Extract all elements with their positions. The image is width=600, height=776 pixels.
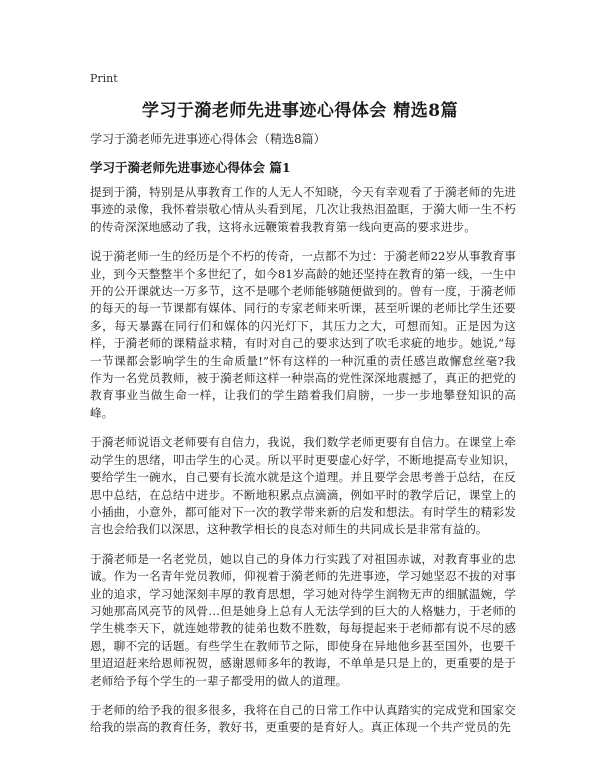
document-title: 学习于漪老师先进事迹心得体会 精选8篇	[141, 101, 459, 121]
document-subtitle: 学习于漪老师先进事迹心得体会（精选8篇）	[90, 132, 326, 146]
print-label[interactable]: Print	[90, 72, 118, 85]
paragraph-1: 提到于漪，特别是从事教育工作的人无人不知晓，今天有幸观看了于漪老师的先进事迹的录像，我怀着崇敬心情从头看到尾，几次让我热泪盈眶，于漪大师一生不朽的传奇深深地感动了我，这将永远鞭策着我教育第一线向更高的要求进步。	[90, 185, 516, 234]
paragraph-2: 说于漪老师一生的经历是个不朽的传奇，一点都不为过：于漪老师22岁从事教育事业，到今天整整半个多世纪了，如今81岁高龄的她还坚持在教育的第一线，一生中开的公开课就达一万多节，这不是哪个老师能够随便做到的。曾有一度，于漪老师的每天的每一节课都有媒体、同行的专家老师来听课，甚至听课的老师比学生还要多，每天暴露在同行们和媒体的闪光灯下，其压力之大，可想而知。正是因为这样，于漪老师的课精益求精，有时对自己的要求达到了吹毛求疵的地步。她说,“每一节课都会影响学生的生命质量!”怀有这样的一种沉重的责任感岂敢懈怠丝毫?我作为一名党员教师，被于漪老师这样一种崇高的党性深深地震撼了，真正的把党的教育事业当做生命一样，让我们的学生踏着我们肩膀，一步一步地攀登知识的高峰。	[90, 249, 516, 420]
paragraph-4: 于漪老师是一名老党员，她以自己的身体力行实践了对祖国赤诚，对教育事业的忠诚。作为一名青年党员教师，仰视着于漪老师的先进事迹，学习她坚忍不拔的对事业的追求，学习她深刻丰厚的教育思想，学习她对待学生润物无声的细腻温婉，学习她那高风亮节的风骨…但是她身上总有人无法学到的巨大的人格魅力，于老师的学生桃李天下，就连她带教的徒弟也数不胜数，每每提起来于老师都有说不尽的感恩，聊不完的话题。有些学生在教师节之际，即使身在异地他乡甚至国外，也要千里迢迢赶来给恩师祝贺，感谢恩师多年的教诲，不单单是只是上的，更重要的是于老师给予每个学生的一辈子都受用的做人的道理。	[90, 551, 516, 688]
paragraph-5: 于老师的给予我的很多很多，我将在自己的日常工作中认真踏实的完成党和国家交给我的崇高的教育任务，教好书，更重要的是育好人。真正体现一个共产党员的先	[90, 702, 516, 735]
section-heading: 学习于漪老师先进事迹心得体会 篇1	[90, 160, 291, 175]
article-body	[90, 184, 516, 749]
paragraph-3: 于漪老师说语文老师要有自信力，我说，我们数学老师更要有自信力。在课堂上牵动学生的思绪，叩击学生的心灵。所以平时更要虚心好学，不断地提高专业知识，要给学生一碗水，自己要有长流水就是这个道理。并且要学会思考善于总结，在反思中总结，在总结中进步。不断地积累点点滴滴，例如平时的教学后记，课堂上的小插曲，小意外，都可能对下一次的教学带来新的启发和想法。有时学生的精彩发言也会给我们以深思，这种教学相长的良态对师生的共同成长是非常有益的。	[90, 435, 516, 537]
